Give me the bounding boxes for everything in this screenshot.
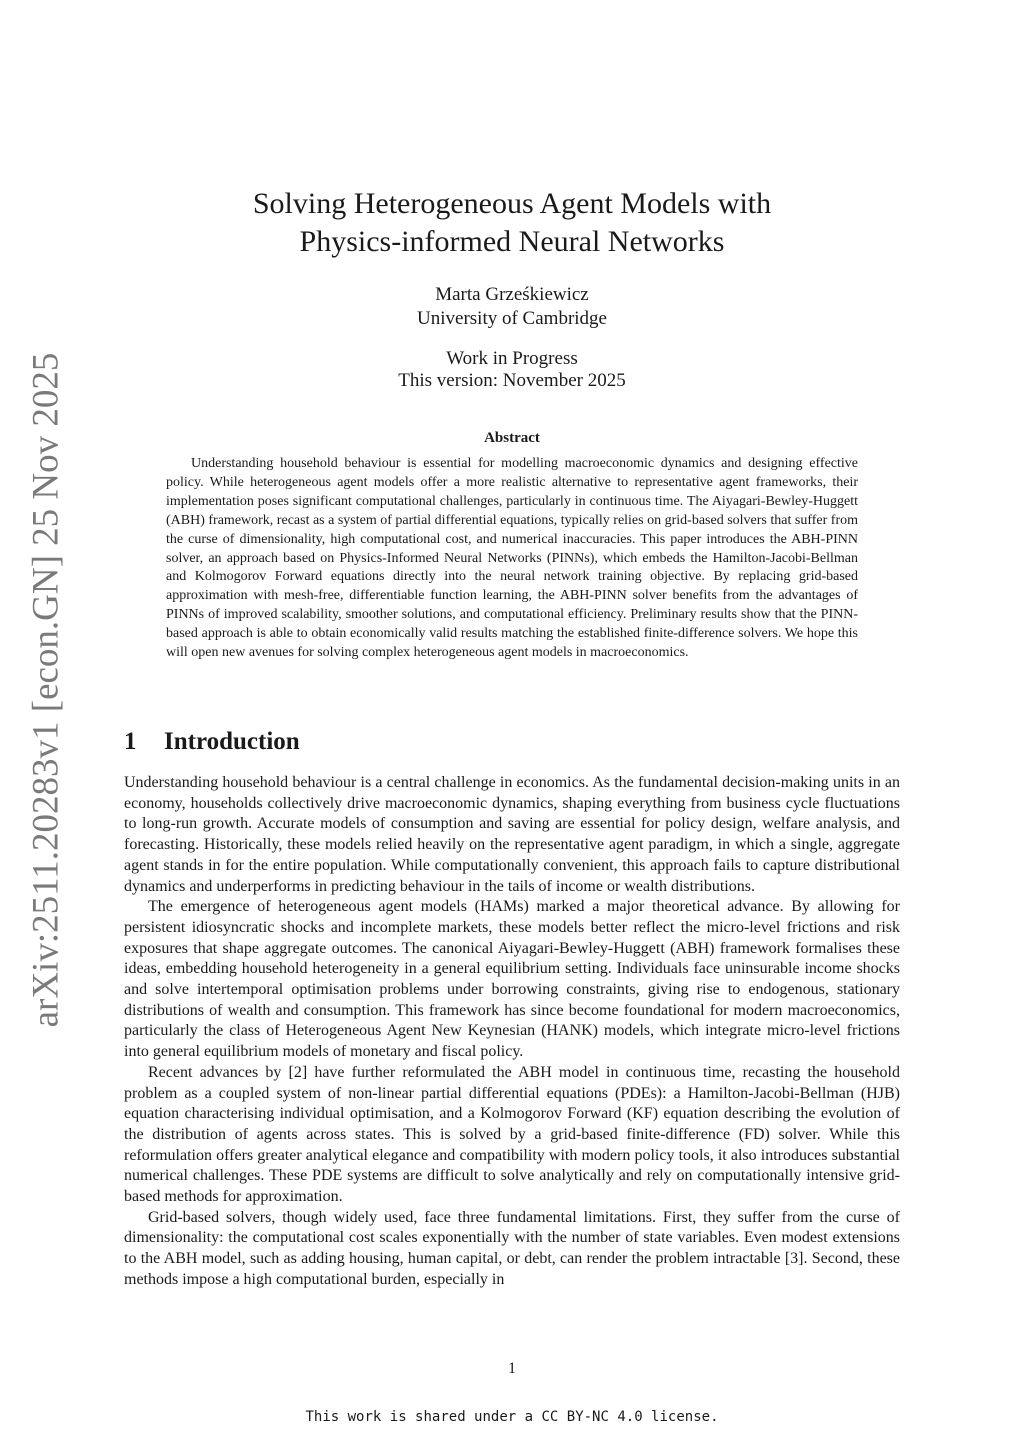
work-status: Work in Progress bbox=[446, 348, 578, 369]
author-affiliation: University of Cambridge bbox=[417, 308, 607, 329]
paper-title-line-2: Physics-informed Neural Networks bbox=[299, 225, 725, 258]
page-number: 1 bbox=[508, 1360, 516, 1377]
section-body bbox=[124, 773, 900, 1291]
abstract-text: Understanding household behaviour is essential for modelling macroeconomic dynamics and designing effective policy. While heterogeneous agent models offer a more realistic alternative to representative agent frameworks, their implementation poses significant computational challenges, particularly in continuous time. The Aiyagari-Bewley-Huggett (ABH) framework, recast as a system of partial differential equations, typically relies on grid-based solvers that suffer from the curse of dimensionality, high computational cost, and numerical inaccuracies. This paper introduces the ABH-PINN solver, an approach based on Physics-Informed Neural Networks (PINNs), which embeds the Hamilton-Jacobi-Bellman and Kolmogorov Forward equations directly into the neural network training objective. By replacing grid-based approximation with mesh-free, differentiable function learning, the ABH-PINN solver benefits from the advantages of PINNs of improved scalability, smoother solutions, and computational efficiency. Preliminary results show that the PINN-based approach is able to obtain economically valid results matching the established finite-difference solvers. We hope this will open new avenues for solving complex heterogeneous agent models in macroeconomics. bbox=[166, 456, 858, 661]
version-date: This version: November 2025 bbox=[398, 370, 626, 391]
license-notice: This work is shared under a CC BY-NC 4.0 license. bbox=[305, 1409, 719, 1425]
abstract-body bbox=[166, 455, 858, 663]
section-heading bbox=[124, 728, 300, 756]
paragraph: Recent advances by [2] have further reformulated the ABH model in continuous time, recasting the household problem as a coupled system of non-linear partial differential equations (PDEs): a Hamilton-Jacobi-Bellman (HJB) equation characterising individual optimisation, and a Kolmogorov Forward (KF) equation describing the evolution of the distribution of agents across states. This is solved by a grid-based finite-difference (FD) solver. While this reformulation offers greater analytical elegance and compatibility with modern policy tools, it also introduces substantial numerical challenges. These PDE systems are difficult to solve analytically and rely on computationally intensive grid-based methods for approximation. bbox=[124, 1063, 900, 1206]
paragraph: The emergence of heterogeneous agent models (HAMs) marked a major theoretical advance. By allowing for persistent idiosyncratic shocks and incomplete markets, these models better reflect the micro-level frictions and risk exposures that shape aggregate outcomes. The canonical Aiyagari-Bewley-Huggett (ABH) framework formalises these ideas, embedding household heterogeneity in a general equilibrium setting. Individuals face uninsurable income shocks and solve intertemporal optimisation problems under borrowing constraints, giving rise to endogenous, stationary distributions of wealth and consumption. This framework has since become foundational for modern macroeconomics, particularly the class of Heterogeneous Agent New Keynesian (HANK) models, which integrate micro-level frictions into general equilibrium models of monetary and fiscal policy. bbox=[124, 898, 900, 1061]
arxiv-identifier[interactable]: arXiv:2511.20283v1 [econ.GN] 25 Nov 2025 bbox=[25, 352, 67, 1028]
abstract-heading: Abstract bbox=[484, 430, 540, 446]
paper-title-line-1: Solving Heterogeneous Agent Models with bbox=[252, 187, 772, 220]
section-title: Introduction bbox=[164, 728, 300, 755]
section-number: 1 bbox=[124, 728, 137, 755]
paragraph: Grid-based solvers, though widely used, face three fundamental limitations. First, they suffer from the curse of dimensionality: the computational cost scales exponentially with the number of state variables. Even modest extensions to the ABH model, such as adding housing, human capital, or debt, can render the problem intractable [3]. Second, these methods impose a high computational burden, especially in bbox=[124, 1208, 900, 1288]
author-name: Marta Grześkiewicz bbox=[435, 284, 589, 305]
paragraph: Understanding household behaviour is a central challenge in economics. As the fundamental decision-making units in an economy, households collectively drive macroeconomic dynamics, shaping everything from business cycle fluctuations to long-run growth. Accurate models of consumption and saving are essential for policy design, welfare analysis, and forecasting. Historically, these models relied heavily on the representative agent paradigm, in which a single, aggregate agent stands in for the entire population. While computationally convenient, this approach fails to capture distributional dynamics and underperforms in predicting behaviour in the tails of income or wealth distributions. bbox=[124, 774, 900, 895]
